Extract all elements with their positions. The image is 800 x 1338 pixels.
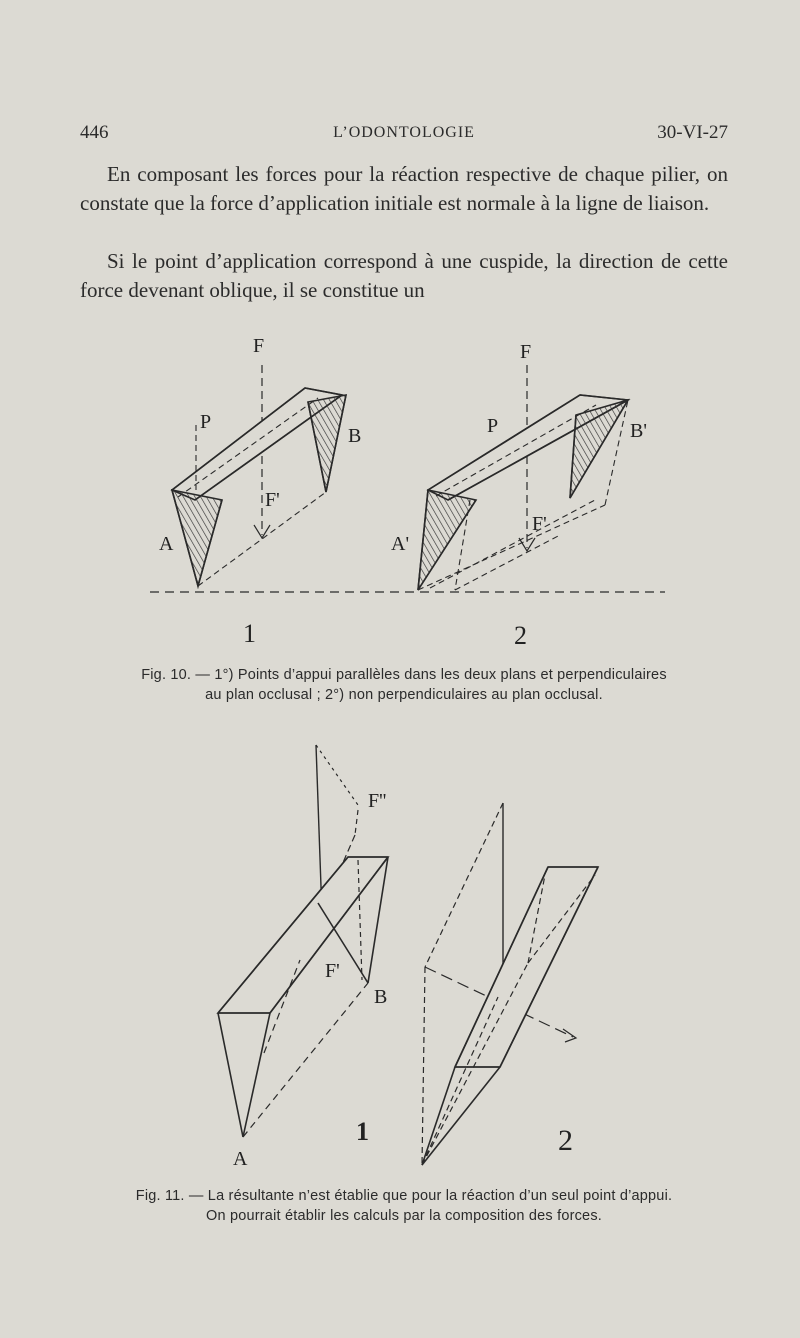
fig10-panel-2: 2 xyxy=(514,621,527,650)
fig10-label-B-left: B xyxy=(348,425,362,447)
issue-date: 30-VI-27 xyxy=(657,122,728,143)
fig10-label-P-right: P xyxy=(487,415,499,437)
fig10-label-Fprime-right: F' xyxy=(532,513,547,535)
fig11-label-A: A xyxy=(233,1148,248,1170)
fig10-panel-1: 1 xyxy=(243,619,256,648)
figure-11-diagram xyxy=(0,735,800,1175)
fig10-label-A-left: A xyxy=(159,533,174,555)
fig10-left-bridge xyxy=(172,365,346,586)
journal-title: L’ODONTOLOGIE xyxy=(333,124,475,141)
fig11-left-bridge xyxy=(218,745,388,1137)
fig10-label-B-right: B' xyxy=(630,420,647,442)
fig10-right-bridge xyxy=(418,365,628,590)
fig10-label-A-right: A' xyxy=(391,533,410,555)
figure-11-caption-line-1: Fig. 11. — La résultante n’est établie que pour la réaction d’un seul point d’appui. xyxy=(135,1188,673,1204)
fig11-right-bridge xyxy=(422,803,598,1165)
fig11-label-F-double-prime: F'' xyxy=(368,790,387,812)
page-number: 446 xyxy=(80,122,109,143)
running-header xyxy=(80,122,728,150)
fig11-panel-2: 2 xyxy=(558,1124,573,1157)
fig10-label-P-left: P xyxy=(200,411,212,433)
figure-11-caption-line-2: On pourrait établir les calculs par la composition des forces. xyxy=(205,1208,603,1224)
figure-10-diagram xyxy=(0,320,800,660)
fig11-label-F-prime: F' xyxy=(325,960,340,982)
figure-11-caption xyxy=(80,1186,728,1226)
fig11-panel-1: 1 xyxy=(356,1117,369,1146)
paragraph-1: En composant les forces pour la réaction respective de chaque pilier, on constate que la force d’application initiale est normale à la ligne de liaison. xyxy=(80,162,728,215)
figure-10-caption-line-2: au plan occlusal ; 2°) non perpendiculaires au plan occlusal. xyxy=(205,687,603,703)
figure-10-caption xyxy=(80,665,728,705)
fig11-label-B: B xyxy=(374,986,388,1008)
figure-10-caption-line-1: Fig. 10. — 1°) Points d’appui parallèles dans les deux plans et perpendiculaires xyxy=(141,667,667,683)
paragraph-2: Si le point d’application correspond à une cuspide, la direction de cette force devenant oblique, il se constitue un xyxy=(80,249,728,302)
fig10-label-F-left: F xyxy=(253,335,265,357)
fig10-label-F-right: F xyxy=(520,341,532,363)
fig10-label-Fprime-left: F' xyxy=(265,489,280,511)
